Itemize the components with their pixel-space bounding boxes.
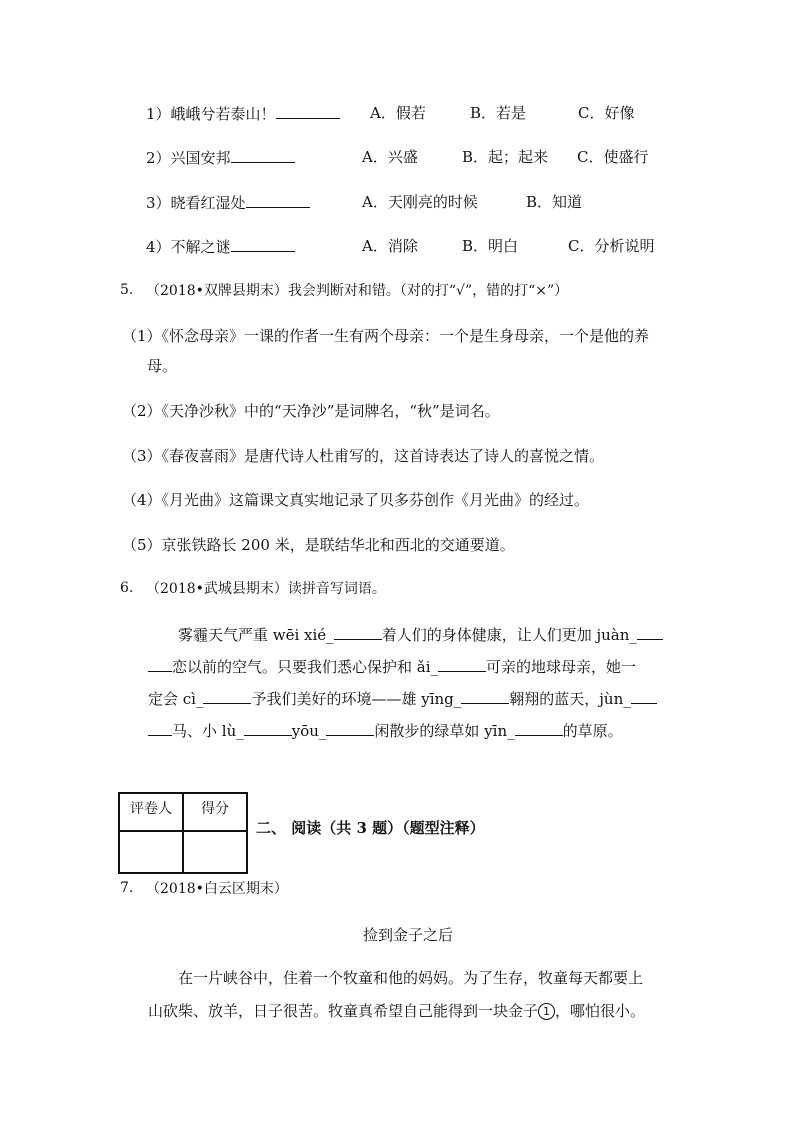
- pinyin-line-1: [178, 623, 663, 645]
- vocab-option: A．天刚亮的时候: [362, 193, 478, 211]
- article-paragraph: 在一片峡谷中，住着一个牧童和他的妈妈。为了生存，牧童每天都要上: [178, 969, 644, 987]
- answer-blank[interactable]: [148, 655, 172, 672]
- pinyin-text: 定会 cì_: [148, 689, 204, 708]
- pinyin-text: 可亲的地球母亲，她一: [486, 657, 637, 676]
- pinyin-text: 的草原。: [562, 721, 623, 740]
- judgement-item: （4）《月光曲》这篇课文真实地记录了贝多芬创作《月光曲》的经过。: [122, 491, 590, 509]
- pinyin-text: 着人们的身体健康，让人们更加 juàn_: [381, 625, 637, 644]
- pinyin-text: 予我们美好的环境——雄 yīng_: [251, 689, 462, 708]
- vocab-stem: 1）峨峨兮若泰山！: [146, 104, 276, 123]
- score-table: [118, 792, 248, 874]
- section-heading: 二、 阅读（共 3 题）（题型注释）: [256, 819, 485, 837]
- vocab-stem: 2）兴国安邦: [146, 148, 231, 167]
- answer-blank[interactable]: [631, 687, 657, 704]
- grader-header: 评卷人: [119, 793, 183, 831]
- judgement-item: （3）《春夜喜雨》是唐代诗人杜甫写的，这首诗表达了诗人的喜悦之情。: [122, 447, 605, 465]
- vocab-option: C．使盛行: [577, 148, 649, 166]
- pinyin-text: yōu_: [291, 721, 327, 740]
- question-number: 7.: [120, 880, 134, 896]
- vocab-option: C．好像: [578, 104, 635, 122]
- answer-blank[interactable]: [637, 623, 663, 640]
- article-paragraph-line: [148, 1000, 645, 1021]
- answer-blank[interactable]: [246, 191, 310, 208]
- vocab-item-2: [146, 146, 295, 168]
- question-number: 5.: [120, 282, 134, 298]
- answer-blank[interactable]: [231, 146, 295, 163]
- pinyin-text: 闲散步的绿草如 yīn_: [374, 721, 515, 740]
- answer-blank[interactable]: [244, 719, 292, 736]
- pinyin-text: 马、小 lù_: [172, 721, 244, 740]
- answer-blank[interactable]: [276, 102, 340, 119]
- judgement-item-continued: 母。: [147, 357, 178, 375]
- question-number: 6.: [120, 580, 134, 596]
- pinyin-line-2: [148, 655, 636, 677]
- judgement-item: （1）《怀念母亲》一课的作者一生有两个母亲：一个是生身母亲，一个是他的养: [122, 327, 650, 345]
- score-header: 得分: [183, 793, 247, 831]
- pinyin-text: 翱翔的蓝天，jùn_: [509, 689, 631, 708]
- pinyin-text: 雾霾天气严重 wēi xié_: [178, 625, 334, 644]
- judgement-item: （5）京张铁路长 200 米，是联结华北和西北的交通要道。: [122, 536, 515, 554]
- vocab-option: A．消除: [362, 237, 418, 255]
- vocab-option: A．假若: [370, 104, 426, 122]
- answer-blank[interactable]: [148, 719, 172, 736]
- vocab-stem: 4）不解之谜: [146, 237, 231, 256]
- article-text: ，哪怕很小。: [555, 1002, 646, 1020]
- vocab-option: B．明白: [462, 237, 519, 255]
- judgement-item: （2）《天净沙秋》中的“天净沙”是词牌名，“秋”是词名。: [122, 402, 500, 420]
- article-title: 捡到金子之后: [363, 926, 454, 944]
- vocab-item-1: [146, 102, 340, 124]
- score-cell[interactable]: [183, 831, 247, 873]
- vocab-option: B．知道: [526, 193, 583, 211]
- answer-blank[interactable]: [461, 687, 509, 704]
- vocab-option: B．起；起来: [462, 148, 549, 166]
- answer-blank[interactable]: [231, 235, 295, 252]
- article-text: 山砍柴、放羊，日子很苦。牧童真希望自己能得到一块金子: [148, 1002, 539, 1020]
- vocab-option: B．若是: [470, 104, 527, 122]
- answer-blank[interactable]: [334, 623, 382, 640]
- vocab-item-3: [146, 191, 310, 213]
- pinyin-text: 恋以前的空气。只要我们悉心保护和 ǎi_: [172, 657, 439, 676]
- answer-blank[interactable]: [326, 719, 374, 736]
- grader-cell[interactable]: [119, 831, 183, 873]
- question-header: （2018•双牌县期末）我会判断对和错。（对的打“√”，错的打“×”）: [146, 283, 569, 299]
- answer-blank[interactable]: [438, 655, 486, 672]
- answer-blank[interactable]: [515, 719, 563, 736]
- question-header: （2018•白云区期末）: [146, 881, 288, 897]
- vocab-option: C．分析说明: [568, 237, 655, 255]
- question-header: （2018•武城县期末）读拼音写词语。: [146, 581, 386, 597]
- vocab-stem: 3）晓看红湿处: [146, 193, 246, 212]
- circled-number-marker: 1: [538, 1003, 555, 1020]
- pinyin-line-3: [148, 687, 657, 709]
- vocab-item-4: [146, 235, 295, 257]
- vocab-option: A．兴盛: [362, 148, 418, 166]
- pinyin-line-4: [148, 719, 623, 741]
- answer-blank[interactable]: [203, 687, 251, 704]
